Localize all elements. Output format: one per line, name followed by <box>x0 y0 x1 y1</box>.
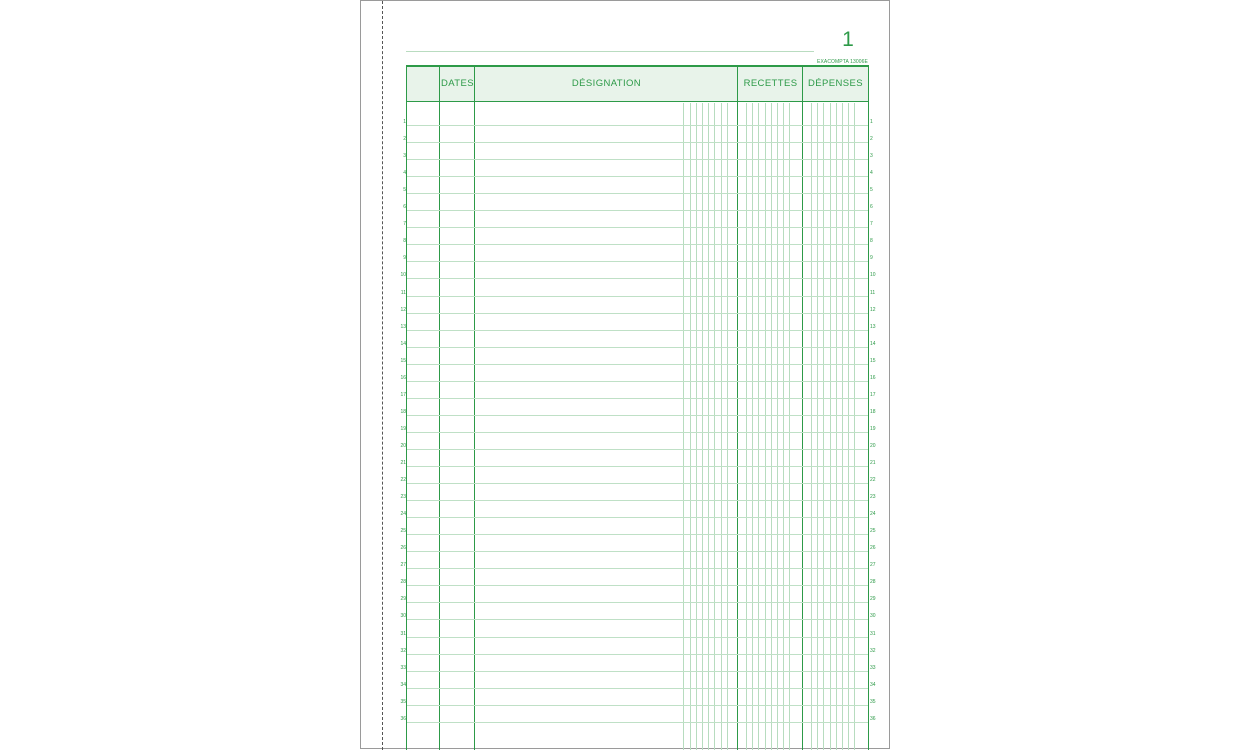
column-divider <box>737 67 738 750</box>
row-number-right: 5 <box>870 187 873 194</box>
row-number-left: 1 <box>403 119 406 125</box>
ledger-row-rule <box>407 296 868 297</box>
row-number-left: 36 <box>400 715 406 722</box>
row-number-left: 25 <box>400 528 406 535</box>
row-number-left: 6 <box>403 204 406 211</box>
row-number-left: 16 <box>400 374 406 381</box>
row-number-left: 12 <box>400 306 406 313</box>
row-number-right: 23 <box>870 494 876 501</box>
ledger-row-rule <box>407 637 868 638</box>
row-number-right: 30 <box>870 613 876 620</box>
row-number-left: 29 <box>400 596 406 603</box>
row-number-right: 32 <box>870 647 876 654</box>
ledger-row-rule <box>407 602 868 603</box>
row-number-left: 23 <box>400 494 406 501</box>
row-number-left: 21 <box>400 460 406 466</box>
column-header-depenses: DÉPENSES <box>808 78 863 89</box>
reference-code: EXACOMPTA 13006E <box>817 59 868 65</box>
row-number-right: 16 <box>870 374 876 381</box>
ledger-row-rule <box>407 568 868 569</box>
ledger-row-rule <box>407 551 868 552</box>
ledger-page <box>360 0 890 749</box>
ledger-row-rule <box>407 142 868 143</box>
row-number-right: 10 <box>870 272 876 279</box>
row-number-right: 22 <box>870 477 876 484</box>
ledger-row-rule <box>407 364 868 365</box>
heading-rule <box>406 51 814 52</box>
row-number-left: 5 <box>403 187 406 194</box>
ledger-row-rule <box>407 449 868 450</box>
ledger-row-rule <box>407 261 868 262</box>
row-number-left: 26 <box>400 545 406 552</box>
row-number-left: 14 <box>400 340 406 347</box>
ledger-row-rule <box>407 347 868 348</box>
ledger-row-rule <box>407 722 868 723</box>
ledger-row-rule <box>407 159 868 160</box>
row-number-right: 26 <box>870 545 876 552</box>
row-number-left: 10 <box>400 272 406 279</box>
column-header-recettes: RECETTES <box>743 78 798 89</box>
ledger-row-rule <box>407 330 868 331</box>
row-number-left: 35 <box>400 698 406 705</box>
row-number-left: 7 <box>403 221 406 228</box>
row-number-right: 7 <box>870 221 873 228</box>
ledger-row-rule <box>407 500 868 501</box>
ledger-row-rule <box>407 176 868 177</box>
page-number: 1 <box>842 28 854 51</box>
ledger-row-rule <box>407 671 868 672</box>
row-number-right: 17 <box>870 391 876 398</box>
row-number-right: 28 <box>870 579 876 586</box>
ledger-row-rule <box>407 619 868 620</box>
ledger-row-rule <box>407 654 868 655</box>
row-number-left: 34 <box>400 681 406 688</box>
row-number-left: 20 <box>400 442 406 449</box>
row-number-left: 11 <box>400 289 406 296</box>
ledger-row-rule <box>407 534 868 535</box>
ledger-row-rule <box>407 227 868 228</box>
row-number-left: 32 <box>400 647 406 654</box>
row-number-right: 35 <box>870 698 876 705</box>
row-number-left: 30 <box>400 613 406 620</box>
row-number-right: 29 <box>870 596 876 603</box>
ledger-row-rule <box>407 483 868 484</box>
ledger-table <box>400 65 876 750</box>
column-header-designation: DÉSIGNATION <box>571 78 642 89</box>
ledger-header <box>407 67 868 102</box>
row-number-right: 2 <box>870 136 873 143</box>
row-number-left: 33 <box>400 664 406 671</box>
row-number-right: 34 <box>870 681 876 688</box>
row-number-right: 33 <box>870 664 876 671</box>
ledger-row-rule <box>407 278 868 279</box>
ledger-row-rule <box>407 415 868 416</box>
row-number-left: 31 <box>400 630 406 637</box>
row-number-right: 24 <box>870 511 876 518</box>
row-number-right: 25 <box>870 528 876 535</box>
row-number-right: 14 <box>870 340 876 347</box>
row-number-left: 27 <box>400 562 406 569</box>
row-number-right: 8 <box>870 238 873 245</box>
row-number-left: 24 <box>400 511 406 518</box>
row-number-right: 21 <box>870 460 876 466</box>
ledger-row-rule <box>407 517 868 518</box>
row-number-left: 28 <box>400 579 406 586</box>
row-number-left: 17 <box>400 391 406 398</box>
ledger-row-rule <box>407 398 868 399</box>
row-number-left: 9 <box>403 255 406 262</box>
ledger-row-rule <box>407 313 868 314</box>
row-number-right: 27 <box>870 562 876 569</box>
row-number-right: 36 <box>870 715 876 722</box>
ledger-row-rule <box>407 688 868 689</box>
column-divider <box>474 67 475 750</box>
ledger-row-rule <box>407 585 868 586</box>
row-number-right: 20 <box>870 442 876 449</box>
row-number-left: 8 <box>403 238 406 245</box>
row-number-left: 4 <box>403 170 406 177</box>
row-number-left: 3 <box>403 153 406 160</box>
ledger-row-rule <box>407 125 868 126</box>
row-number-left: 13 <box>400 323 406 330</box>
ledger-row-rule <box>407 432 868 433</box>
row-number-right: 3 <box>870 153 873 160</box>
column-divider <box>802 67 803 750</box>
ledger-row-rule <box>407 193 868 194</box>
row-number-left: 19 <box>400 425 406 432</box>
ledger-row-rule <box>407 466 868 467</box>
ledger-row-rule <box>407 381 868 382</box>
ledger-row-rule <box>407 705 868 706</box>
column-header-dates: DATES <box>441 78 474 89</box>
row-number-right: 19 <box>870 425 876 432</box>
row-number-left: 15 <box>400 357 406 364</box>
row-number-right: 4 <box>870 170 873 177</box>
row-number-right: 6 <box>870 204 873 211</box>
column-divider <box>439 67 440 750</box>
row-number-right: 13 <box>870 323 876 330</box>
row-number-right: 11 <box>870 289 876 296</box>
perforation-line <box>382 1 383 750</box>
ledger-row-rule <box>407 244 868 245</box>
row-number-right: 31 <box>870 630 876 637</box>
ledger-row-rule <box>407 210 868 211</box>
row-number-right: 12 <box>870 306 876 313</box>
row-number-right: 1 <box>870 119 873 125</box>
row-number-right: 15 <box>870 357 876 364</box>
row-number-right: 9 <box>870 255 873 262</box>
row-number-left: 22 <box>400 477 406 484</box>
row-number-right: 18 <box>870 408 876 415</box>
row-number-left: 18 <box>400 408 406 415</box>
row-number-left: 2 <box>403 136 406 143</box>
